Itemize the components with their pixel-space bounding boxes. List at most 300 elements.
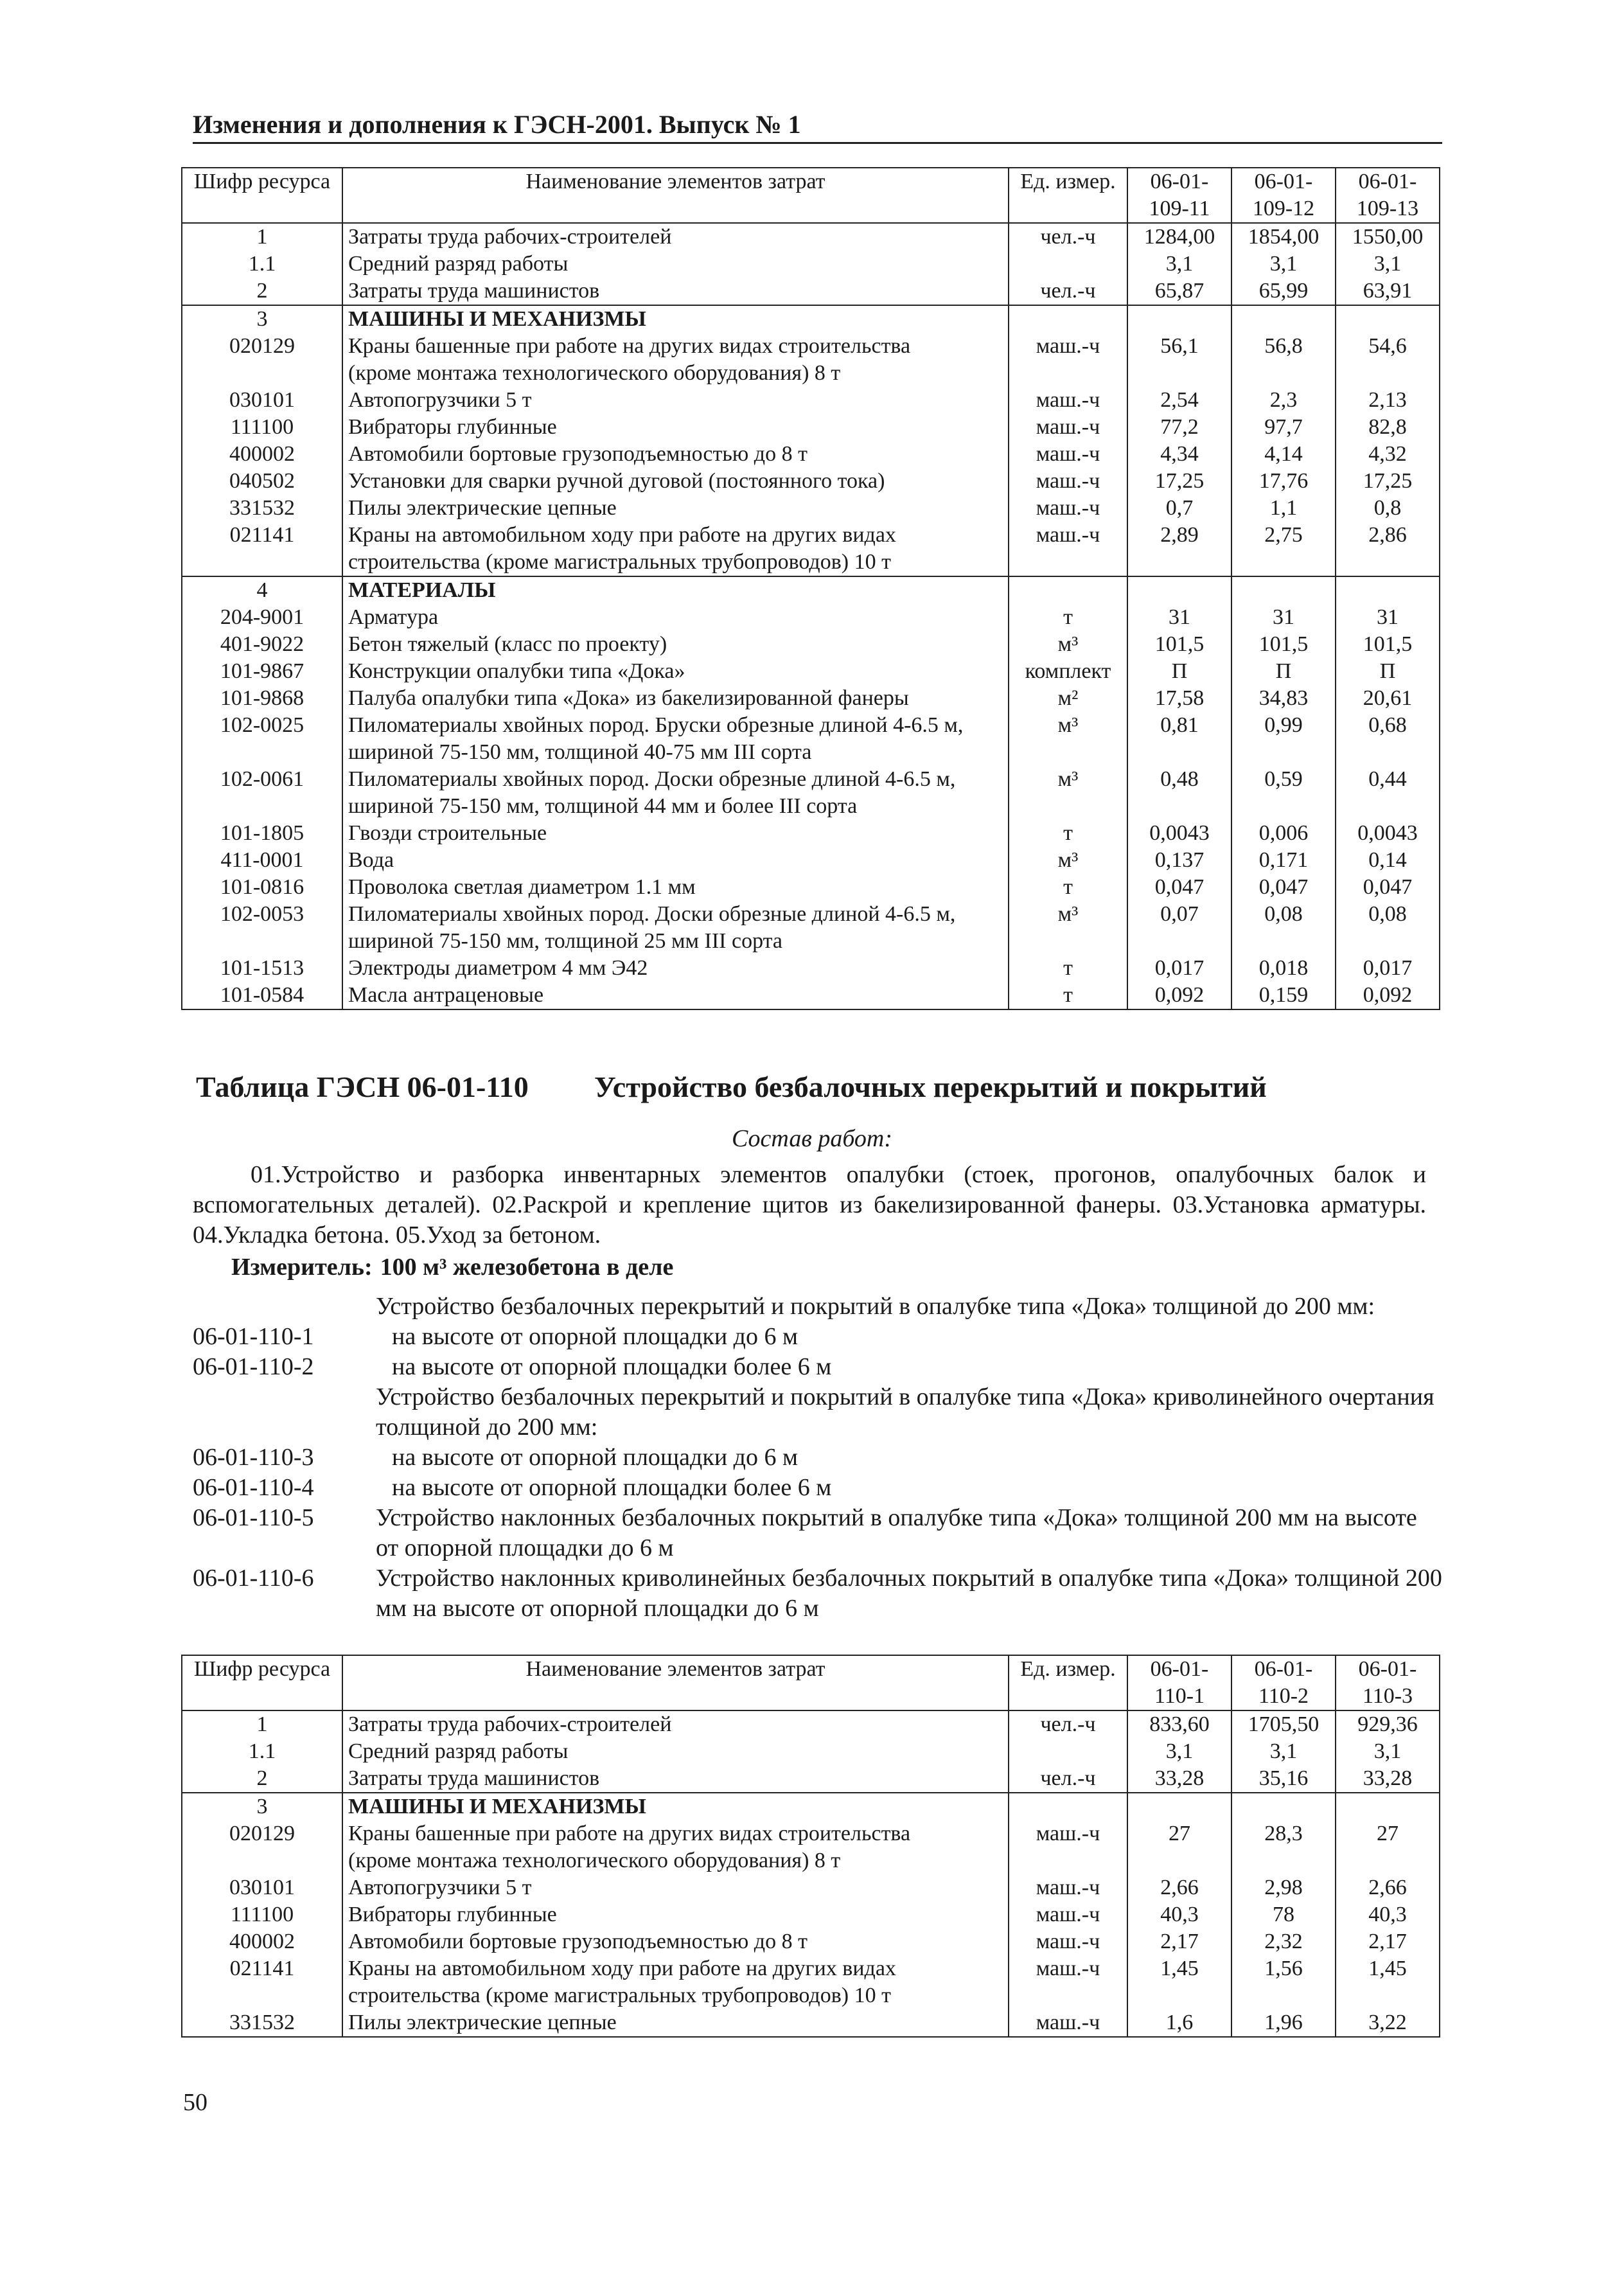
- resource-name: [342, 522, 1009, 576]
- variant-item: [193, 1292, 1445, 1322]
- unit-of-measure: комплект: [1009, 658, 1127, 685]
- norm-value: 27: [1336, 1820, 1440, 1874]
- table-row: [182, 820, 1440, 847]
- table-row: [182, 1793, 1440, 1820]
- variant-text: Устройство безбалочных перекрытий и покрытий в опалубке типа «Дока» криволинейного очертания толщиной до 200 мм:: [376, 1383, 1434, 1441]
- resource-name-line: Палуба опалубки типа «Дока» из бакелизированной фанеры: [348, 686, 909, 710]
- resource-name: [342, 631, 1009, 658]
- norm-value: 56,1: [1127, 333, 1231, 387]
- norm-value: 54,6: [1336, 333, 1440, 387]
- variant-code: 06-01-110-5: [193, 1504, 314, 1531]
- resource-name: [342, 1901, 1009, 1928]
- norm-value: 34,83: [1231, 685, 1336, 712]
- resource-code: 101-0584: [182, 982, 342, 1009]
- norm-value: 0,047: [1231, 874, 1336, 901]
- resource-name: [342, 468, 1009, 495]
- table-row: [182, 223, 1440, 251]
- table-row: [182, 468, 1440, 495]
- variant-item: [193, 1563, 1445, 1624]
- resource-name-line: Затраты труда машинистов: [348, 279, 600, 303]
- resource-name-line: Затраты труда рабочих-строителей: [348, 225, 672, 249]
- resource-code: 040502: [182, 468, 342, 495]
- unit-of-measure: маш.-ч: [1009, 468, 1127, 495]
- unit-of-measure: маш.-ч: [1009, 2009, 1127, 2037]
- norm-value: 2,66: [1336, 1874, 1440, 1901]
- norm-value: 56,8: [1231, 333, 1336, 387]
- resource-code: 1: [182, 1710, 342, 1738]
- norm-value: 0,81: [1127, 712, 1231, 766]
- norm-value: 17,58: [1127, 685, 1231, 712]
- resource-code: 030101: [182, 1874, 342, 1901]
- table-row: [182, 847, 1440, 874]
- resource-code: 400002: [182, 1928, 342, 1955]
- resource-name-line: Вибраторы глубинные: [348, 1903, 557, 1926]
- norm-value: 0,68: [1336, 712, 1440, 766]
- resource-name-line: Проволока светлая диаметром 1.1 мм: [348, 875, 696, 899]
- col-header-code: Шифр ресурса: [182, 168, 342, 223]
- resource-name-line: Автомобили бортовые грузоподъемностью до 8 т: [348, 442, 808, 466]
- table-row: [182, 766, 1440, 820]
- norm-value: 0,006: [1231, 820, 1336, 847]
- norm-value: 33,28: [1336, 1765, 1440, 1793]
- table-row: [182, 604, 1440, 631]
- unit-of-measure: маш.-ч: [1009, 1901, 1127, 1928]
- variant-item: [193, 1473, 1445, 1503]
- norm-value: 78: [1231, 1901, 1336, 1928]
- norm-value: 28,3: [1231, 1820, 1336, 1874]
- resource-name-line: Пиломатериалы хвойных пород. Доски обрезные длиной 4-6.5 м,: [348, 902, 956, 926]
- measure-label: Измеритель:: [231, 1254, 373, 1281]
- norm-value: 0,137: [1127, 847, 1231, 874]
- table-row: [182, 576, 1440, 604]
- norm-value: 1,45: [1127, 1955, 1231, 2009]
- unit-of-measure: т: [1009, 955, 1127, 982]
- variant-text: на высоте от опорной площадки более 6 м: [392, 1353, 832, 1380]
- resource-name-line: Краны башенные при работе на других видах строительства: [348, 334, 911, 358]
- resource-name-line: Арматура: [348, 605, 439, 629]
- variant-code: 06-01-110-6: [193, 1565, 314, 1592]
- norm-value: [1127, 576, 1231, 604]
- norm-value: 0,0043: [1127, 820, 1231, 847]
- resource-name-line: Средний разряд работы: [348, 252, 569, 276]
- table-row: [182, 1874, 1440, 1901]
- resource-name: [342, 223, 1009, 251]
- resource-name-line: МАШИНЫ И МЕХАНИЗМЫ: [348, 1795, 646, 1818]
- norm-value: П: [1336, 658, 1440, 685]
- page-number: 50: [183, 2089, 207, 2116]
- resource-code: 102-0053: [182, 901, 342, 955]
- norm-value: 1284,00: [1127, 223, 1231, 251]
- unit-of-measure: чел.-ч: [1009, 1710, 1127, 1738]
- resource-name-line: Пиломатериалы хвойных пород. Бруски обрезные длиной 4-6.5 м,: [348, 713, 964, 737]
- resource-name: [342, 305, 1009, 333]
- resource-table-110: [181, 1655, 1440, 2038]
- table-row: [182, 495, 1440, 522]
- unit-of-measure: м³: [1009, 901, 1127, 955]
- resource-code: 021141: [182, 1955, 342, 2009]
- resource-code: 101-9868: [182, 685, 342, 712]
- table-title: Устройство безбалочных перекрытий и покрытий: [594, 1070, 1267, 1103]
- table-row: [182, 1765, 1440, 1793]
- norm-value: 1550,00: [1336, 223, 1440, 251]
- unit-of-measure: маш.-ч: [1009, 414, 1127, 441]
- norm-value: 2,13: [1336, 387, 1440, 414]
- norm-value: 0,08: [1336, 901, 1440, 955]
- resource-code: 101-0816: [182, 874, 342, 901]
- resource-name: [342, 576, 1009, 604]
- variant-code: 06-01-110-4: [193, 1474, 314, 1501]
- unit-of-measure: маш.-ч: [1009, 495, 1127, 522]
- table-row: [182, 631, 1440, 658]
- resource-name-line: Бетон тяжелый (класс по проекту): [348, 632, 667, 656]
- resource-name: [342, 712, 1009, 766]
- resource-name-line: Электроды диаметром 4 мм Э42: [348, 956, 648, 980]
- norm-value: [1231, 1793, 1336, 1820]
- table-row: [182, 658, 1440, 685]
- resource-code: 401-9022: [182, 631, 342, 658]
- norm-value: 833,60: [1127, 1710, 1231, 1738]
- norm-value: 31: [1336, 604, 1440, 631]
- resource-code: 1.1: [182, 1738, 342, 1765]
- norm-value: 1,1: [1231, 495, 1336, 522]
- norm-value: 1,45: [1336, 1955, 1440, 2009]
- running-header: Изменения и дополнения к ГЭСН-2001. Выпуск № 1: [193, 109, 1442, 144]
- col-header-variant-1: 06-01- 110-1: [1127, 1655, 1231, 1710]
- table-section-title: [196, 1070, 1267, 1104]
- norm-value: 0,08: [1231, 901, 1336, 955]
- resource-code: 111100: [182, 1901, 342, 1928]
- norm-value: 1,6: [1127, 2009, 1231, 2037]
- col-header-name: Наименование элементов затрат: [342, 1655, 1009, 1710]
- norm-value: 82,8: [1336, 414, 1440, 441]
- norm-value: 2,17: [1336, 1928, 1440, 1955]
- variant-code: 06-01-110-3: [193, 1444, 314, 1471]
- norm-value: [1336, 576, 1440, 604]
- unit-of-measure: маш.-ч: [1009, 333, 1127, 387]
- resource-table-109: [181, 167, 1440, 1010]
- norm-value: 17,25: [1336, 468, 1440, 495]
- unit-of-measure: т: [1009, 820, 1127, 847]
- resource-name: [342, 874, 1009, 901]
- variant-text: на высоте от опорной площадки более 6 м: [392, 1474, 832, 1501]
- resource-code: 4: [182, 576, 342, 604]
- resource-name: [342, 685, 1009, 712]
- resource-code: 204-9001: [182, 604, 342, 631]
- resource-name-line: Краны на автомобильном ходу при работе на других видах: [348, 1957, 896, 1980]
- norm-value: 2,75: [1231, 522, 1336, 576]
- unit-of-measure: маш.-ч: [1009, 1928, 1127, 1955]
- col-header-variant-3: 06-01- 109-13: [1336, 168, 1440, 223]
- variant-text: Устройство безбалочных перекрытий и покрытий в опалубке типа «Дока» толщиной до 200 мм:: [376, 1293, 1375, 1320]
- unit-of-measure: [1009, 576, 1127, 604]
- table-row: [182, 1955, 1440, 2009]
- table-row: [182, 522, 1440, 576]
- resource-name: [342, 982, 1009, 1009]
- variant-text: Устройство наклонных криволинейных безбалочных покрытий в опалубке типа «Дока» толщиной 200 мм на высоте от опорной площадки до 6 м: [376, 1565, 1442, 1622]
- resource-name-line: Автопогрузчики 5 т: [348, 1876, 532, 1899]
- table-row: [182, 982, 1440, 1009]
- col-header-unit: Ед. измер.: [1009, 1655, 1127, 1710]
- table-row: [182, 333, 1440, 387]
- resource-name-line: МАТЕРИАЛЫ: [348, 578, 496, 602]
- norm-value: 1854,00: [1231, 223, 1336, 251]
- norm-value: 63,91: [1336, 278, 1440, 305]
- norm-value: 0,159: [1231, 982, 1336, 1009]
- col-header-variant-2: 06-01- 109-12: [1231, 168, 1336, 223]
- unit-of-measure: т: [1009, 874, 1127, 901]
- resource-name-line: Затраты труда рабочих-строителей: [348, 1712, 672, 1736]
- unit-of-measure: м²: [1009, 685, 1127, 712]
- resource-name-line: Автомобили бортовые грузоподъемностью до 8 т: [348, 1930, 808, 1953]
- norm-value: 101,5: [1336, 631, 1440, 658]
- norm-value: 0,0043: [1336, 820, 1440, 847]
- norm-value: 0,047: [1336, 874, 1440, 901]
- resource-name-line: Краны башенные при работе на других видах строительства: [348, 1822, 911, 1845]
- norm-value: 4,14: [1231, 441, 1336, 468]
- table-row: [182, 2009, 1440, 2037]
- norm-value: 3,1: [1336, 251, 1440, 278]
- resource-name: [342, 333, 1009, 387]
- norm-value: 31: [1127, 604, 1231, 631]
- table-row: [182, 414, 1440, 441]
- resource-code: 331532: [182, 495, 342, 522]
- unit-of-measure: [1009, 251, 1127, 278]
- norm-value: 2,3: [1231, 387, 1336, 414]
- norm-value: 65,99: [1231, 278, 1336, 305]
- resource-name-line: Вода: [348, 848, 394, 872]
- resource-name-line: (кроме монтажа технологического оборудования) 8 т: [348, 1849, 841, 1872]
- norm-value: 97,7: [1231, 414, 1336, 441]
- table-row: [182, 1820, 1440, 1874]
- resource-name-line: МАШИНЫ И МЕХАНИЗМЫ: [348, 307, 646, 331]
- resource-code: 030101: [182, 387, 342, 414]
- norm-value: [1336, 1793, 1440, 1820]
- resource-name-line: Установки для сварки ручной дуговой (постоянного тока): [348, 469, 885, 493]
- variant-text: Устройство наклонных безбалочных покрытий в опалубке типа «Дока» толщиной 200 мм на высоте от опорной площадки до 6 м: [376, 1504, 1417, 1561]
- variant-item: [193, 1503, 1445, 1563]
- unit-of-measure: маш.-ч: [1009, 387, 1127, 414]
- norm-value: 1705,50: [1231, 1710, 1336, 1738]
- unit-of-measure: м³: [1009, 712, 1127, 766]
- resource-name: [342, 1874, 1009, 1901]
- col-header-code: Шифр ресурса: [182, 1655, 342, 1710]
- unit-of-measure: м³: [1009, 631, 1127, 658]
- variant-item: [193, 1382, 1445, 1443]
- norm-value: 20,61: [1336, 685, 1440, 712]
- resource-name: [342, 847, 1009, 874]
- norm-value: 35,16: [1231, 1765, 1336, 1793]
- norm-value: 2,89: [1127, 522, 1231, 576]
- norm-value: 3,1: [1127, 251, 1231, 278]
- norm-value: 17,76: [1231, 468, 1336, 495]
- resource-code: 101-1513: [182, 955, 342, 982]
- unit-of-measure: маш.-ч: [1009, 441, 1127, 468]
- resource-code: 020129: [182, 1820, 342, 1874]
- table-row: [182, 874, 1440, 901]
- resource-name: [342, 1928, 1009, 1955]
- col-header-unit: Ед. измер.: [1009, 168, 1127, 223]
- resource-name-line: шириной 75-150 мм, толщиной 25 мм III сорта: [348, 929, 783, 953]
- resource-code: 101-1805: [182, 820, 342, 847]
- resource-name-line: (кроме монтажа технологического оборудования) 8 т: [348, 361, 841, 385]
- resource-name: [342, 820, 1009, 847]
- resource-name-line: Вибраторы глубинные: [348, 415, 557, 439]
- norm-value: 0,14: [1336, 847, 1440, 874]
- table-row: [182, 441, 1440, 468]
- unit-of-measure: м³: [1009, 766, 1127, 820]
- norm-value: 0,99: [1231, 712, 1336, 766]
- composition-heading: Состав работ:: [731, 1125, 893, 1152]
- norm-value: 40,3: [1336, 1901, 1440, 1928]
- resource-name: [342, 1710, 1009, 1738]
- resource-name: [342, 766, 1009, 820]
- norm-value: 1,56: [1231, 1955, 1336, 2009]
- norm-value: 33,28: [1127, 1765, 1231, 1793]
- resource-code: 411-0001: [182, 847, 342, 874]
- norm-value: 0,7: [1127, 495, 1231, 522]
- col-header-variant-3: 06-01- 110-3: [1336, 1655, 1440, 1710]
- norm-value: 3,1: [1127, 1738, 1231, 1765]
- unit-of-measure: маш.-ч: [1009, 522, 1127, 576]
- norm-value: 0,047: [1127, 874, 1231, 901]
- table-row: [182, 1928, 1440, 1955]
- norm-value: 77,2: [1127, 414, 1231, 441]
- norm-value: 3,1: [1231, 1738, 1336, 1765]
- resource-name: [342, 1820, 1009, 1874]
- norm-value: 2,32: [1231, 1928, 1336, 1955]
- table-row: [182, 685, 1440, 712]
- unit-of-measure: т: [1009, 604, 1127, 631]
- resource-name: [342, 955, 1009, 982]
- resource-code: 102-0025: [182, 712, 342, 766]
- norm-value: 0,092: [1127, 982, 1231, 1009]
- norm-value: 0,092: [1336, 982, 1440, 1009]
- norm-value: П: [1127, 658, 1231, 685]
- resource-name-line: шириной 75-150 мм, толщиной 44 мм и более III сорта: [348, 794, 858, 818]
- resource-name: [342, 901, 1009, 955]
- norm-value: [1231, 305, 1336, 333]
- resource-name: [342, 414, 1009, 441]
- resource-code: 3: [182, 1793, 342, 1820]
- resource-code: 102-0061: [182, 766, 342, 820]
- unit-of-measure: чел.-ч: [1009, 278, 1127, 305]
- norm-value: 2,17: [1127, 1928, 1231, 1955]
- unit-of-measure: маш.-ч: [1009, 1820, 1127, 1874]
- norm-value: 2,98: [1231, 1874, 1336, 1901]
- norm-value: 0,171: [1231, 847, 1336, 874]
- norm-value: 0,07: [1127, 901, 1231, 955]
- col-header-variant-1: 06-01- 109-11: [1127, 168, 1231, 223]
- norm-value: 0,017: [1127, 955, 1231, 982]
- resource-name-line: шириной 75-150 мм, толщиной 40-75 мм III сорта: [348, 740, 812, 764]
- norm-value: 3,22: [1336, 2009, 1440, 2037]
- resource-code: 2: [182, 1765, 342, 1793]
- resource-name-line: строительства (кроме магистральных трубопроводов) 10 т: [348, 550, 891, 574]
- norm-value: 0,44: [1336, 766, 1440, 820]
- resource-name: [342, 387, 1009, 414]
- resource-name: [342, 1765, 1009, 1793]
- norm-value: 1,96: [1231, 2009, 1336, 2037]
- norm-value: 3,1: [1231, 251, 1336, 278]
- measure-value: 100 м³ железобетона в деле: [380, 1254, 674, 1281]
- table-row: [182, 251, 1440, 278]
- measure-line: [231, 1253, 673, 1281]
- norm-value: 2,54: [1127, 387, 1231, 414]
- unit-of-measure: маш.-ч: [1009, 1874, 1127, 1901]
- resource-name: [342, 1793, 1009, 1820]
- variant-code: [193, 1382, 376, 1443]
- unit-of-measure: м³: [1009, 847, 1127, 874]
- resource-name: [342, 1955, 1009, 2009]
- table-row: [182, 278, 1440, 305]
- col-header-variant-2: 06-01- 110-2: [1231, 1655, 1336, 1710]
- resource-name-line: Автопогрузчики 5 т: [348, 388, 532, 412]
- resource-code: 331532: [182, 2009, 342, 2037]
- variant-code: 06-01-110-2: [193, 1353, 314, 1380]
- variant-text: на высоте от опорной площадки до 6 м: [392, 1323, 799, 1350]
- resource-name-line: Масла антраценовые: [348, 983, 544, 1007]
- unit-of-measure: [1009, 1738, 1127, 1765]
- resource-code: 021141: [182, 522, 342, 576]
- variant-item: [193, 1352, 1445, 1382]
- norm-value: 2,86: [1336, 522, 1440, 576]
- variant-item: [193, 1443, 1445, 1473]
- norm-value: 2,66: [1127, 1874, 1231, 1901]
- norm-value: 0,8: [1336, 495, 1440, 522]
- norm-value: [1127, 305, 1231, 333]
- resource-code: 101-9867: [182, 658, 342, 685]
- resource-name: [342, 495, 1009, 522]
- resource-code: 3: [182, 305, 342, 333]
- norm-value: 101,5: [1127, 631, 1231, 658]
- resource-name-line: Затраты труда машинистов: [348, 1766, 600, 1790]
- variant-text: на высоте от опорной площадки до 6 м: [392, 1444, 799, 1471]
- resource-name: [342, 441, 1009, 468]
- norm-value: 929,36: [1336, 1710, 1440, 1738]
- unit-of-measure: маш.-ч: [1009, 1955, 1127, 2009]
- norm-value: [1127, 1793, 1231, 1820]
- resource-name-line: Пиломатериалы хвойных пород. Доски обрезные длиной 4-6.5 м,: [348, 767, 956, 791]
- table-row: [182, 955, 1440, 982]
- norm-value: 65,87: [1127, 278, 1231, 305]
- norm-value: [1231, 576, 1336, 604]
- norm-value: 0,018: [1231, 955, 1336, 982]
- norm-value: [1336, 305, 1440, 333]
- unit-of-measure: [1009, 1793, 1127, 1820]
- table-row: [182, 712, 1440, 766]
- norm-value: 0,017: [1336, 955, 1440, 982]
- resource-code: 2: [182, 278, 342, 305]
- variant-code: 06-01-110-1: [193, 1323, 314, 1350]
- table-row: [182, 1710, 1440, 1738]
- resource-name: [342, 1738, 1009, 1765]
- norm-value: 40,3: [1127, 1901, 1231, 1928]
- resource-code: 400002: [182, 441, 342, 468]
- variant-list: [193, 1292, 1445, 1624]
- resource-name: [342, 2009, 1009, 2037]
- resource-code: 1.1: [182, 251, 342, 278]
- resource-name: [342, 658, 1009, 685]
- resource-name-line: Пилы электрические цепные: [348, 496, 617, 520]
- norm-value: 31: [1231, 604, 1336, 631]
- norm-value: 0,48: [1127, 766, 1231, 820]
- resource-name-line: Краны на автомобильном ходу при работе на других видах: [348, 523, 896, 547]
- resource-name-line: Пилы электрические цепные: [348, 2011, 617, 2034]
- table-row: [182, 305, 1440, 333]
- norm-value: П: [1231, 658, 1336, 685]
- norm-value: 3,1: [1336, 1738, 1440, 1765]
- unit-of-measure: чел.-ч: [1009, 1765, 1127, 1793]
